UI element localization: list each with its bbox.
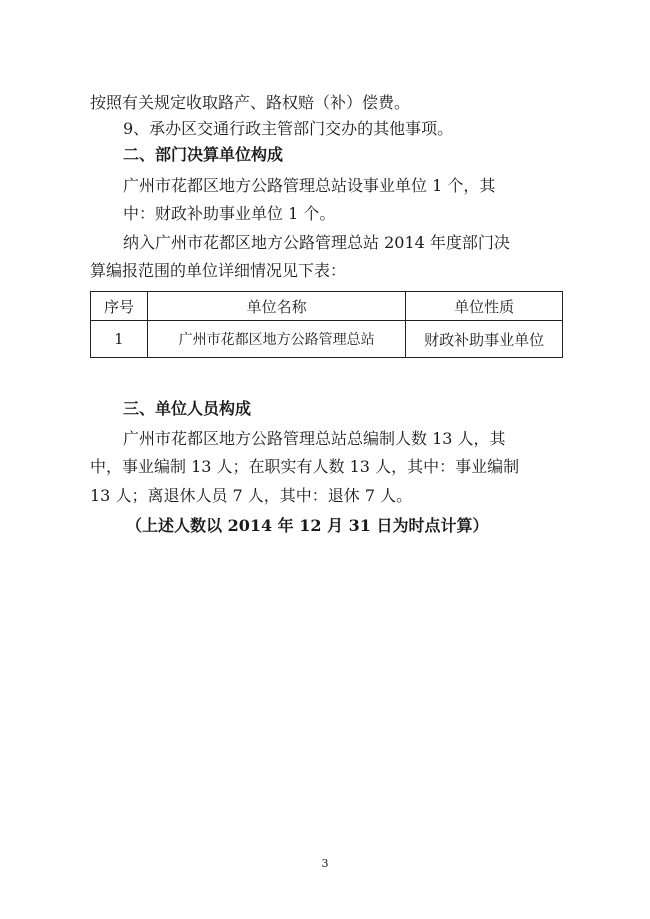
- section-heading: 二、部门决算单位构成: [123, 145, 284, 164]
- date-note: （上述人数以 2014 年 12 月 31 日为时点计算）: [126, 516, 489, 535]
- paragraph-line: 按照有关规定收取路产、路权赔（补）偿费。: [90, 93, 411, 112]
- paragraph-line: 中：财政补助事业单位 1 个。: [123, 204, 336, 223]
- page-number: 3: [321, 857, 329, 870]
- header-index: 序号: [91, 292, 148, 321]
- paragraph-line: 9、承办区交通行政主管部门交办的其他事项。: [123, 119, 454, 138]
- paragraph-line: 广州市花都区地方公路管理总站设事业单位 1 个，其: [123, 176, 496, 195]
- paragraph-line: 纳入广州市花都区地方公路管理总站 2014 年度部门决: [123, 233, 510, 252]
- table-row: [91, 321, 563, 358]
- header-unit-name: 单位名称: [147, 292, 405, 321]
- cell-unit-name: 广州市花都区地方公路管理总站: [147, 321, 405, 358]
- paragraph-line: 算编报范围的单位详细情况见下表：: [90, 261, 347, 280]
- cell-unit-type: 财政补助事业单位: [406, 321, 563, 358]
- section-heading: 三、单位人员构成: [123, 399, 252, 418]
- table-header-row: [91, 292, 563, 321]
- cell-index: 1: [91, 321, 148, 358]
- paragraph-line: 13 人；离退休人员 7 人，其中：退休 7 人。: [90, 486, 413, 505]
- paragraph-line: 广州市花都区地方公路管理总站总编制人数 13 人，其: [123, 429, 506, 448]
- unit-table: [90, 291, 563, 358]
- paragraph-line: 中，事业编制 13 人；在职实有人数 13 人，其中：事业编制: [90, 457, 520, 476]
- header-unit-type: 单位性质: [406, 292, 563, 321]
